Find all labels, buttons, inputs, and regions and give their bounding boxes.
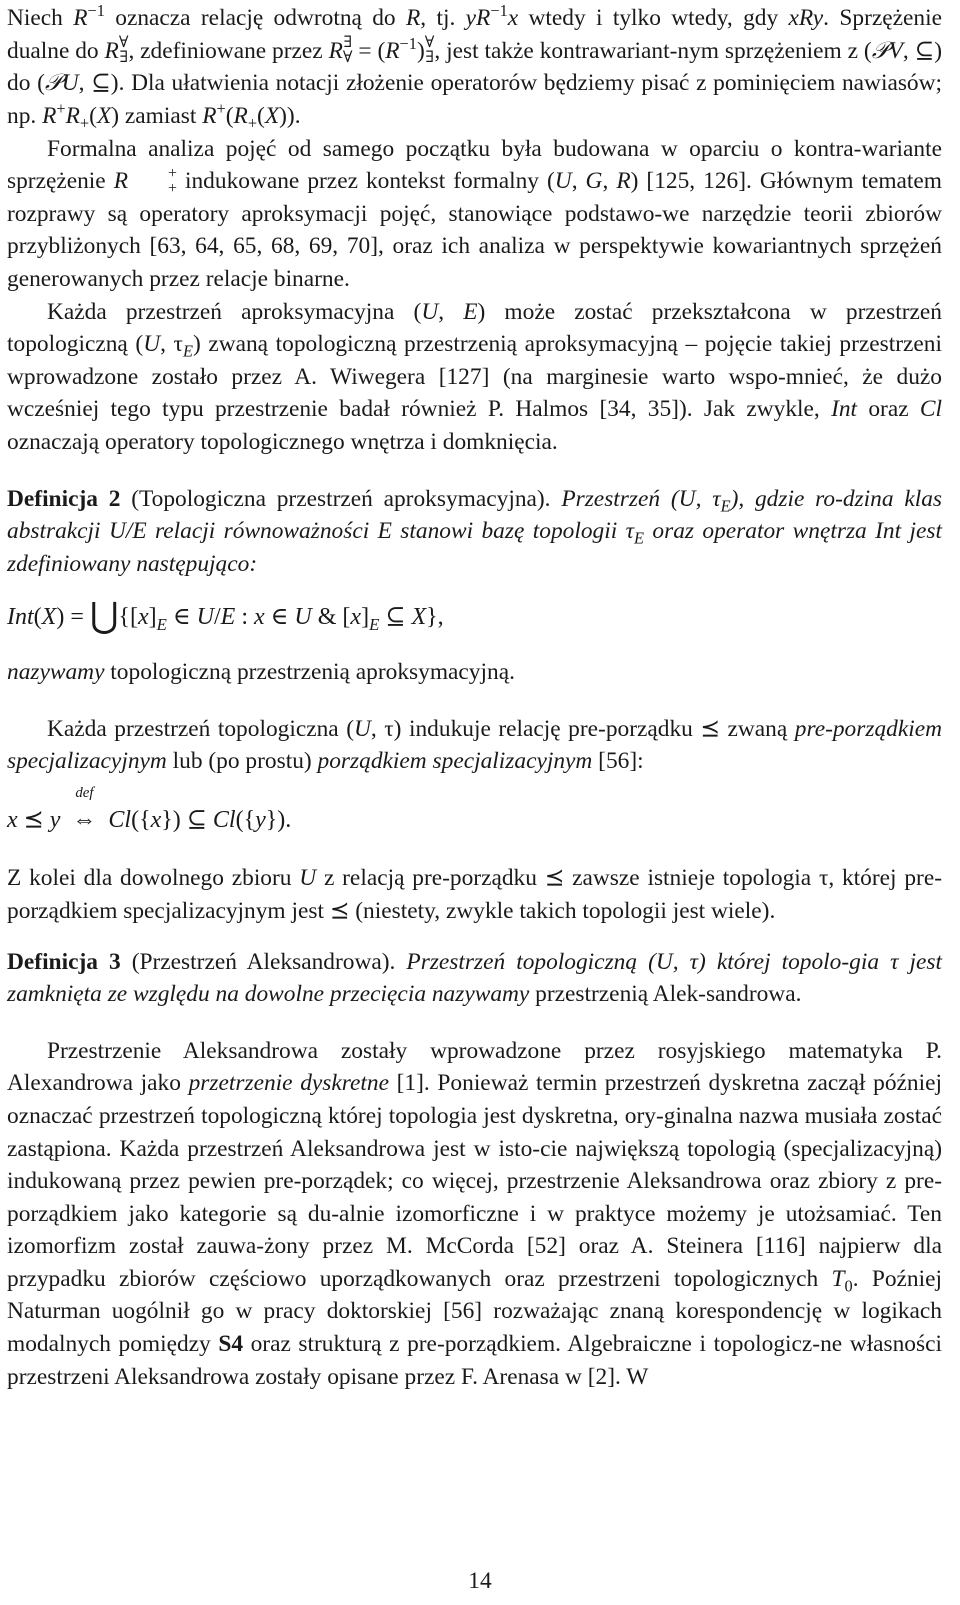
interior-formula: $Int(X) = ⋃\{[x]_E$ ∈ U/E : x ∈ U & $[x]_E$ ⊆ X},: [7, 596, 444, 636]
approximation-space-paragraph: Każda przestrzeń aproksymacyjna (U, E) może zostać przekształcona w przestrzeń topologiczną (U, $\tau_E$) zwaną topologiczną przestrzenią aproksymacyjną – pojęcie takiej przestrzeni wprowadzone zostało przez A. Wiwegera [127] (na marginesie warto wspo-mnieć, że dużo wcześniej tego typu przestrzenie badał również P. Halmos [34, 35]). Jak zwykle, Int oraz Cl oznaczają operatory topologicznego wnętrza i domknięcia.: [7, 298, 942, 455]
formal-analysis-paragraph: Formalna analiza pojęć od samego początku była budowana w oparciu o kontra-wariante sprzężenie R + + indukowane przez kontekst formalny (U, G, R) [125, 126]. Głównym tematem rozprawy są operatory aproksymacji pojęć, stanowiące podstawo-we narzędzie teorii zbiorów przybliżonych [63, 64, 65, 68, 69, 70], oraz ich analiza w perspektywie kowariantnych sprzężeń generowanych przez relacje binarne.: [7, 135, 942, 293]
page-number: 14: [468, 1568, 492, 1594]
definition-2-conclusion: nazywamy topologiczną przestrzenią aproksymacyjną.: [7, 658, 515, 685]
converse-paragraph: Z kolei dla dowolnego zbioru U z relacją pre-porządku ⪯ zawsze istnieje topologia τ, której pre-porządkiem specjalizacyjnym jest ⪯ (niestety, zwykle takich topologii jest wiele).: [7, 865, 942, 924]
definition-3: Definicja 3 (Przestrzeń Aleksandrowa). Przestrzeń topologiczną (U, τ) której topolo-gia τ jest zamknięta ze względu na dowolne przecięcia nazywamy przestrzenią Alek-sandrowa.: [7, 948, 942, 1008]
specialization-formula: x ⪯ y def ⇔ Cl({x}) ⊆ Cl({y}).: [7, 784, 292, 833]
preorder-paragraph: Każda przestrzeń topologiczna (U, τ) indukuje relację pre-porządku ⪯ zwaną pre-porządkiem specjalizacyjnym lub (po prostu) porządkiem specjalizacyjnym [56]:: [7, 715, 943, 775]
intro-paragraph: Niech $R^{-1}$ oznacza relację odwrotną do R, tj. $yR^{-1}x$ wtedy i tylko wtedy, gdy xRy. Sprzężenie dualne do R ∀ ∃ , zdefiniowane przez R ∃ ∀ = $(R^{-1})$ ∀ ∃ , jest także kontrawariant-nym sprzężeniem z (𝒫V, ⊆) do (𝒫U, ⊆). Dla ułatwienia notacji złożenie operatorów będziemy pisać z pominięciem nawiasów; np. $R^+R_+(X)$ zamiast $R^+(R_+(X))$.: [7, 1, 943, 133]
alexandrov-paragraph: Przestrzenie Aleksandrowa zostały wprowadzone przez rosyjskiego matematyka P. Alexandrowa jako przetrzenie dyskretne [1]. Ponieważ termin przestrzeń dyskretna zaczął później oznaczać przestrzeń topologiczną której topologia jest dyskretna, ory-ginalna nazwa musiała zostać zastąpiona. Każda przestrzeń Aleksandrowa jest w isto-cie największą topologią (specjalizacyjną) indukowaną przez pewien pre-porządek; co więcej, przestrzenie Aleksandrowa oraz zbiory z pre-porządkiem jako kategorie są du-alnie izomorficzne i w praktyce możemy je utożsamiać. Ten izomorfizm został zauwa-żony przez M. McCorda [52] oraz A. Steinera [116] najpierw dla przypadku zbiorów częściowo uporządkowanych oraz przestrzeni topologicznych $T_0$. Poźniej Naturman uogólnił go w pracy doktorskiej [56] rozważając znaną korespondencję w logikach modalnych pomiędzy S4 oraz strukturą z pre-porządkiem. Algebraiczne i topologicz-ne własności przestrzeni Aleksandrowa zostały opisane przez F. Arenasa w [2]. W: [7, 1037, 943, 1390]
definition-2: Definicja 2 (Topologiczna przestrzeń aproksymacyjna). Przestrzeń (U, $\tau_E$), gdzie ro-dzina klas abstrakcji U/E relacji równoważności E stanowi bazę topologii $\tau_E$ oraz operator wnętrza Int jest zdefiniowany następująco:: [7, 485, 943, 577]
